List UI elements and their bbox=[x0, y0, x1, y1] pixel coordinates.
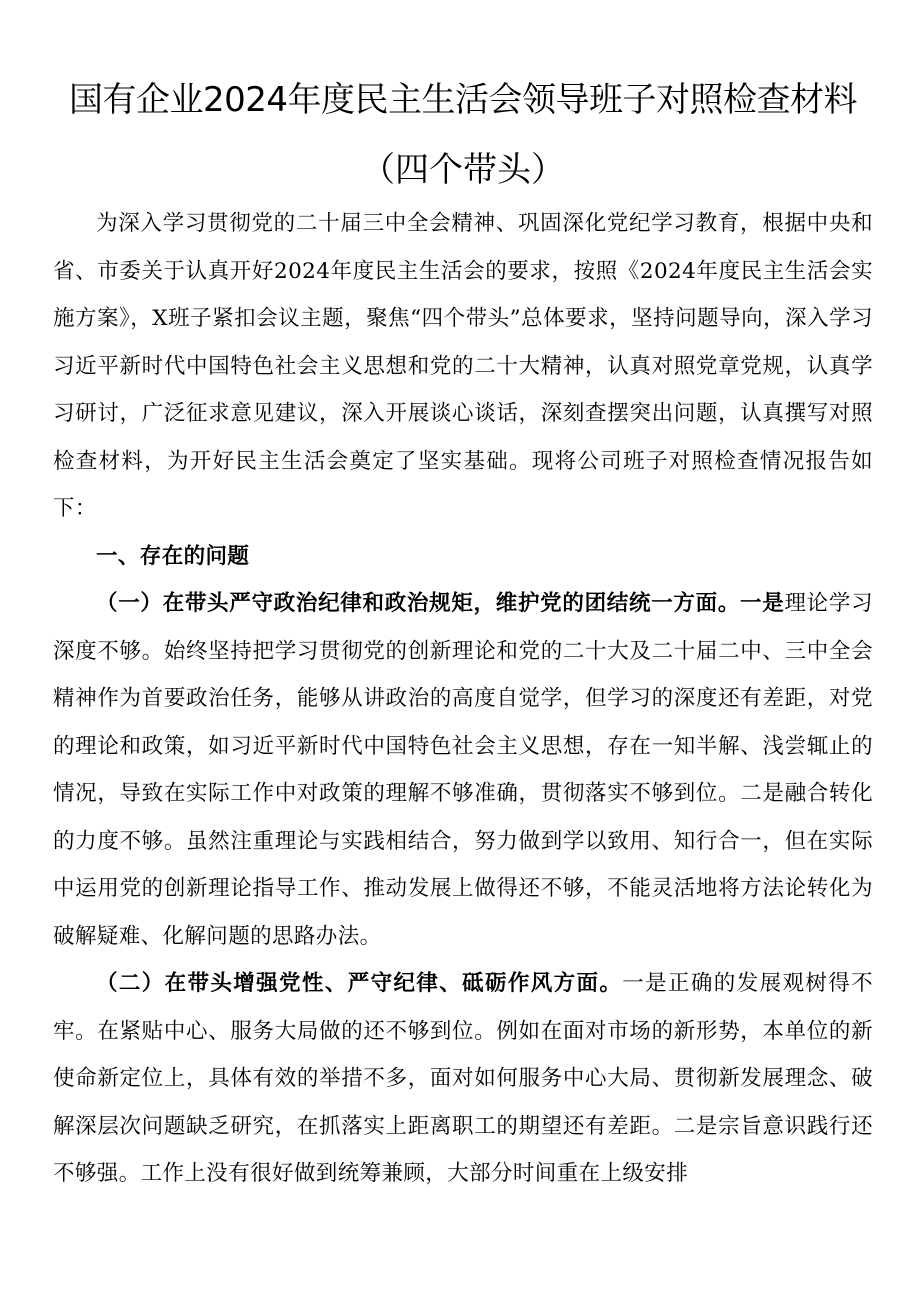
problem-item-1 bbox=[53, 580, 873, 960]
problem-item-1-lead: （一）在带头严守政治纪律和政治规矩，维护党的团结统一方面。一是 bbox=[96, 591, 785, 616]
document-subtitle: （四个带头） bbox=[361, 150, 565, 190]
intro-paragraph: 为深入学习贯彻党的二十届三中全会精神、巩固深化党纪学习教育，根据中央和省、市委关于认真开好2024年度民主生活会的要求，按照《2024年度民主生活会实施方案》，X班子紧扣会议主题，聚焦“四个带头”总体要求，坚持问题导向，深入学习习近平新时代中国特色社会主义思想和党的二十大精神，认真对照党章党规，认真学习研讨，广泛征求意见建议，深入开展谈心谈话，深刻查摆突出问题，认真撰写对照检查材料，为开好民主生活会奠定了坚实基础。现将公司班子对照检查情况报告如下： bbox=[53, 211, 873, 521]
problem-item-1-body: 理论学习深度不够。始终坚持把学习贯彻党的创新理论和党的二十大及二十届二中、三中全会精神作为首要政治任务，能够从讲政治的高度自觉学，但学习的深度还有差距，对党的理论和政策，如习近平新时代中国特色社会主义思想，存在一知半解、浅尝辄止的情况，导致在实际工作中对政策的理解不够准确，贯彻落实不够到位。二是融合转化的力度不够。虽然注重理论与实践相结合，努力做到学以致用、知行合一，但在实际中运用党的创新理论指导工作、推动发展上做得还不够，不能灵活地将方法论转化为破解疑难、化解问题的思路办法。 bbox=[53, 591, 873, 949]
problem-item-2 bbox=[53, 960, 873, 1198]
problem-item-2-lead: （二）在带头增强党性、严守纪律、砥砺作风方面。 bbox=[96, 971, 623, 996]
problem-item-2-body: 一是正确的发展观树得不牢。在紧贴中心、服务大局做的还不够到位。例如在面对市场的新形势，本单位的新使命新定位上，具体有效的举措不多，面对如何服务中心大局、贯彻新发展理念、破解深层次问题缺乏研究，在抓落实上距离职工的期望还有差距。二是宗旨意识践行还不够强。工作上没有很好做到统筹兼顾，大部分时间重在上级安排 bbox=[53, 971, 873, 1186]
section-heading-problems: 一、存在的问题 bbox=[96, 543, 250, 569]
document-title: 国有企业2024年度民主生活会领导班子对照检查材料 bbox=[68, 80, 858, 120]
